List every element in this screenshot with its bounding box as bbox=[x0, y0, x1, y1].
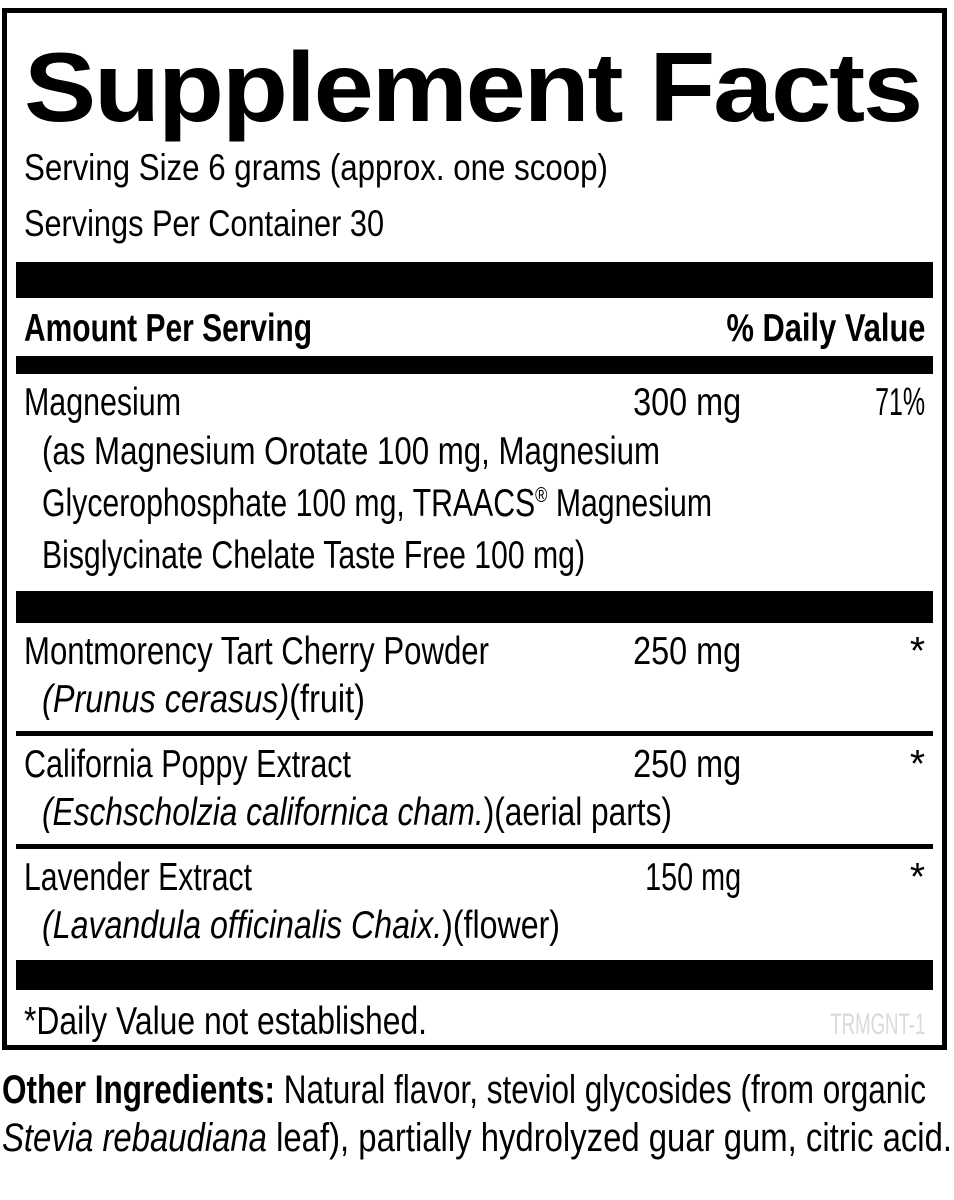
heavy-divider-bottom bbox=[16, 960, 933, 990]
column-header-row bbox=[24, 306, 925, 352]
medium-divider bbox=[16, 356, 933, 374]
product-code: TRMGNT-1 bbox=[829, 1008, 925, 1041]
tart-cherry-latin-name: (Prunus cerasus)(fruit) bbox=[42, 678, 365, 721]
magnesium-desc-line3: Bisglycinate Chelate Taste Free 100 mg) bbox=[42, 534, 585, 577]
panel-title: Supplement Facts bbox=[24, 32, 922, 142]
ingredient-row-lavender bbox=[24, 855, 925, 901]
ingredient-daily-value: 71% bbox=[875, 381, 925, 424]
percent-daily-value-header: % Daily Value bbox=[725, 307, 925, 350]
thin-divider bbox=[16, 844, 933, 849]
ingredient-name: California Poppy Extract bbox=[24, 743, 351, 786]
magnesium-desc-line2: Glycerophosphate 100 mg, TRAACS® Magnesium bbox=[42, 482, 712, 525]
footnote-row bbox=[24, 1000, 925, 1044]
heavy-divider-top bbox=[16, 262, 933, 298]
ingredient-row-magnesium bbox=[24, 380, 925, 426]
ingredient-amount: 150 mg bbox=[645, 856, 741, 899]
california-poppy-latin-name: (Eschscholzia californica cham.)(aerial parts) bbox=[42, 791, 672, 834]
ingredient-amount: 250 mg bbox=[632, 743, 741, 786]
other-ingredients-section bbox=[2, 1066, 954, 1162]
other-ingredients-line1: Other Ingredients: Natural flavor, steviol glycosides (from organic bbox=[2, 1068, 927, 1112]
daily-value-footnote: *Daily Value not established. bbox=[24, 1000, 428, 1043]
other-ingredients-line2: Stevia rebaudiana leaf), partially hydrolyzed guar gum, citric acid. bbox=[2, 1116, 953, 1160]
ingredient-name: Montmorency Tart Cherry Powder bbox=[24, 630, 489, 673]
ingredient-daily-value: * bbox=[909, 743, 925, 786]
amount-per-serving-header: Amount Per Serving bbox=[24, 307, 313, 350]
serving-size-line: Serving Size 6 grams (approx. one scoop) bbox=[24, 147, 608, 188]
thin-divider bbox=[16, 731, 933, 736]
ingredient-row-tart-cherry bbox=[24, 629, 925, 675]
magnesium-description bbox=[42, 426, 925, 582]
lavender-latin-name: (Lavandula officinalis Chaix.)(flower) bbox=[42, 904, 560, 947]
supplement-facts-panel bbox=[2, 8, 947, 1050]
ingredient-name: Lavender Extract bbox=[24, 856, 252, 899]
ingredient-amount: 300 mg bbox=[632, 381, 741, 424]
registered-trademark-symbol: ® bbox=[535, 483, 548, 507]
ingredient-daily-value: * bbox=[909, 856, 925, 899]
magnesium-desc-line1: (as Magnesium Orotate 100 mg, Magnesium bbox=[42, 430, 660, 473]
ingredient-amount: 250 mg bbox=[632, 630, 741, 673]
heavy-divider-mid bbox=[16, 591, 933, 623]
ingredient-name: Magnesium bbox=[24, 381, 182, 424]
panel-content bbox=[7, 13, 942, 1044]
ingredient-daily-value: * bbox=[909, 630, 925, 673]
other-ingredients-label: Other Ingredients: bbox=[2, 1068, 284, 1112]
ingredient-row-california-poppy bbox=[24, 742, 925, 788]
servings-per-container-line: Servings Per Container 30 bbox=[24, 203, 385, 244]
